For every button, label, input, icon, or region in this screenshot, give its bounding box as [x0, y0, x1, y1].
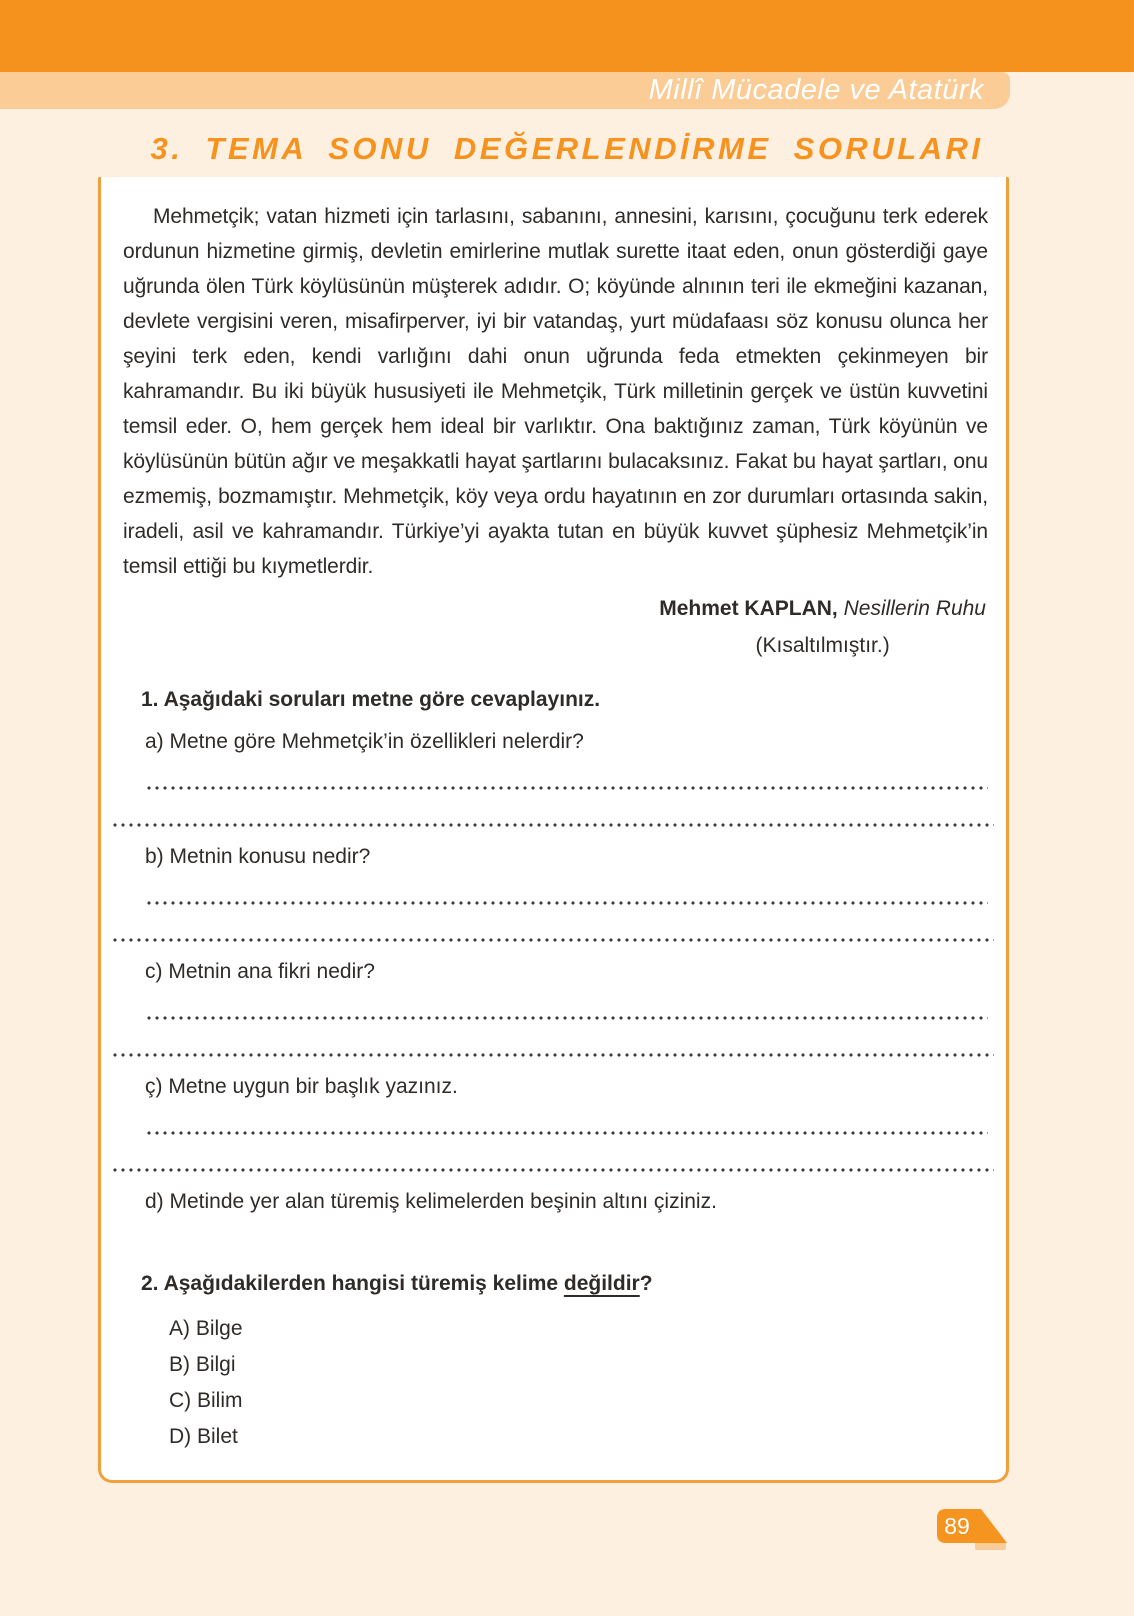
- answer-line: [145, 786, 988, 790]
- option-a: A) Bilge: [169, 1317, 243, 1340]
- question-2-title: [141, 1272, 988, 1296]
- question-2-options: [123, 1316, 988, 1449]
- answer-line: [111, 938, 994, 942]
- page-number: 89: [944, 1513, 970, 1539]
- header-bar: [0, 0, 1134, 72]
- question-1d: [123, 1190, 988, 1214]
- section-title: 3. TEMA SONU DEĞERLENDİRME SORULARI: [150, 131, 984, 166]
- question-1c-label: c) Metnin ana fikri nedir?: [145, 960, 375, 983]
- option-c: C) Bilim: [169, 1389, 243, 1412]
- answer-line: [145, 1016, 988, 1020]
- unit-title-strip: [0, 72, 1010, 109]
- author-name: Mehmet KAPLAN,: [659, 597, 838, 620]
- attribution: [659, 590, 986, 664]
- option-b: B) Bilgi: [169, 1353, 236, 1376]
- question-1c: [123, 960, 988, 1057]
- question-2-underlined-word: değildir: [563, 1272, 640, 1295]
- abridged-note: (Kısaltılmıştır.): [755, 634, 890, 657]
- answer-line: [111, 1053, 994, 1057]
- answer-line: [145, 901, 988, 905]
- page-number-badge: [937, 1509, 1009, 1555]
- passage-text: Mehmetçik; vatan hizmeti için tarlasını, sabanını, annesini, karısını, çocuğunu terk ederek ordunun hizmetine girmiş, devletin emirlerine mutlak surette itaat eden, onun gösterdiği gaye uğrunda ölen Türk köylüsünün müşterek adıdır. O; köyünde alnının teri ile ekmeğini kazanan, devlete vergisini veren, misafirperver, iyi bir vatandaş, yurt müdafaası söz konusu olunca her şeyini terk eden, kendi varlığını dahi onun uğrunda feda etmekten çekinmeyen bir kahramandır. Bu iki büyük hususiyeti ile Mehmetçik, Türk milletinin gerçek ve üstün kuvvetini temsil eder. O, hem gerçek hem ideal bir varlıktır. Ona baktığınız zaman, Türk köyünün ve köylüsünün bütün ağır ve meşakkatli hayat şartlarını bulacaksınız. Fakat bu hayat şartları, onu ezmemiş, bozmamıştır. Mehmetçik, köy veya ordu hayatının en zor durumları ortasında sakin, iradeli, asil ve kahramandır. Türkiye’yi ayakta tutan en büyük kuvvet şüphesiz Mehmetçik’in temsil ettiği bu kıymetlerdir.: [123, 205, 988, 578]
- answer-line: [145, 1131, 988, 1135]
- question-1b: [123, 845, 988, 942]
- question-2-text: 2. Aşağıdakilerden hangisi türemiş kelime: [141, 1272, 564, 1295]
- unit-title: Millî Mücadele ve Atatürk: [648, 74, 984, 106]
- source-title: Nesillerin Ruhu: [843, 597, 986, 620]
- answer-line: [111, 823, 994, 827]
- question-1a: [123, 730, 988, 827]
- option-d: D) Bilet: [169, 1425, 238, 1448]
- content-box: [98, 177, 1009, 1483]
- question-1a-label: a) Metne göre Mehmetçik’in özellikleri nelerdir?: [145, 730, 584, 753]
- question-1-title: 1. Aşağıdaki soruları metne göre cevaplayınız.: [141, 688, 601, 711]
- question-2-punctuation: ?: [639, 1272, 653, 1295]
- attribution-line: [659, 590, 986, 627]
- question-1c-cedilla: [123, 1075, 988, 1172]
- answer-line: [111, 1168, 994, 1172]
- question-1b-label: b) Metnin konusu nedir?: [145, 845, 371, 868]
- question-1d-label: d) Metinde yer alan türemiş kelimelerden beşinin altını çiziniz.: [145, 1190, 717, 1213]
- question-1c-cedilla-label: ç) Metne uygun bir başlık yazınız.: [145, 1075, 458, 1098]
